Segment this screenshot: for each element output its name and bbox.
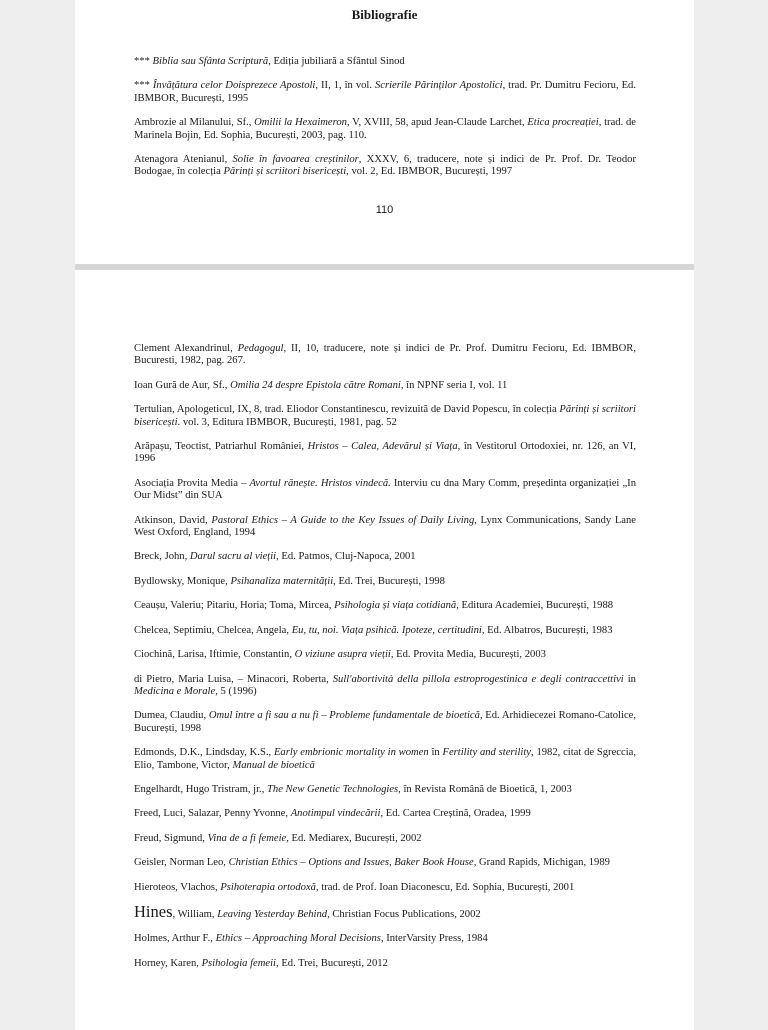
entry-text: Arăpașu, Teoctist, Patriarhul României, [134, 441, 308, 453]
entry-text: , Ed. Mediarex, București, 2002 [286, 832, 422, 844]
entry-text: , XXXV, 6, traducere, note și indici de Pr. Prof. Dr. Teodor Bodogae, în colecția [134, 154, 636, 178]
entry-text: , Ed. Albatros, București, 1983 [481, 624, 613, 636]
entry-text: , Ed. Patmos, Cluj-Napoca, 2001 [276, 551, 416, 563]
bibliography-entry [134, 710, 636, 735]
entry-title-text: Avortul rănește. Hristos vindecă. [249, 477, 391, 489]
entry-text: , Ed. Trei, București, 1998 [333, 575, 445, 587]
entry-title-text: Etica procreației [527, 117, 599, 129]
entry-text: , Christian Focus Publications, 2002 [327, 908, 481, 920]
entry-title-text: Omilii la Hexaimeron [254, 117, 347, 129]
entry-title-text: Fertility and sterility [442, 747, 532, 759]
entry-title-text: Christian Ethics – Options and Issues, Baker Book House, [228, 857, 477, 869]
entry-text: , Ed. Trei, București, 2012 [276, 957, 388, 969]
entry-text: , trad. de Prof. Ioan Diaconescu, Ed. Sophia, București, 2001 [315, 881, 575, 893]
entry-text: Ceaușu, Valeriu; Pitariu, Horia; Toma, Mircea, [134, 600, 335, 612]
bibliography-entry [134, 404, 636, 429]
entry-title-text: Ethics – Approaching Moral Decisions [215, 933, 381, 945]
entry-text: Atkinson, David, [134, 514, 212, 526]
entry-text: , trad. de Marinela Bojin, Ed. Sophia, București, 2003, pag. 110. [134, 117, 636, 141]
entry-text: Horney, Karen, [134, 957, 202, 969]
entry-text: , Editura Academiei, București, 1988 [456, 600, 614, 612]
entry-text: Tertulian, Apologeticul, IX, 8, trad. Eliodor Constantinescu, revizuită de David Popescu, în colecția [134, 404, 560, 416]
bibliography-entry [134, 600, 636, 612]
entry-text: Asociația Provita Media – [134, 477, 250, 489]
entry-text: , trad. Pr. Dumitru Fecioru, Ed. IBMBOR, București, 1995 [134, 80, 636, 104]
bibliography-entry [134, 857, 636, 869]
entry-title-text: Pastoral Ethics – A Guide to the Key Issues of Daily Living [211, 514, 475, 526]
entry-text: . vol. 3, Editura IBMBOR, București, 1981, pag. 52 [177, 416, 397, 428]
bibliography-entry [134, 117, 636, 142]
entry-text: *** [134, 56, 153, 67]
entry-title-text: Biblia sau Sfânta Scriptură [152, 56, 269, 67]
entry-title-text: Psihanaliza maternității [230, 575, 334, 587]
entry-text: , V, XVIII, 58, apud Jean-Claude Larchet, [346, 117, 528, 129]
entry-title-text: Sull'abortività della pillola estroprogestinica e degli contraccettivi [332, 673, 624, 685]
entry-title-text: Solie în favoarea creștinilor [232, 154, 359, 166]
bibliography-entry [134, 380, 636, 392]
bibliography-entry [134, 80, 636, 105]
entry-title-text: Eu, tu, noi. Viața psihică. Ipoteze, certitudini [291, 624, 482, 636]
entry-text: , Ed. Provita Media, București, 2003 [390, 649, 546, 661]
bibliography-entry [134, 808, 636, 820]
entry-text: in [623, 673, 636, 685]
entry-text: , Lynx Communications, Sandy Lane West Oxford, England, 1994 [134, 514, 636, 539]
entry-text: , în Vestitorul Ortodoxiei, nr. 126, an VI, 1996 [134, 441, 636, 465]
bibliography-entry [134, 56, 636, 68]
entry-title-text: Învățătura celor Doisprezece Apostoli [152, 80, 316, 92]
entry-text: , Ed. Cartea Creștină, Oradea, 1999 [380, 808, 531, 820]
entry-text: , William, [172, 908, 218, 920]
entry-text: Clement Alexandrinul, [134, 343, 238, 354]
entry-text: , 5 (1996) [215, 685, 257, 697]
entry-text: , 1982, citat de Sgreccia, Elio, Tambone, Victor, [134, 747, 636, 771]
entry-text: Interviu cu dna Mary Comm, președinta organizației „In Our Midst” din SUA [134, 477, 637, 502]
entry-text: , II, 1, în vol. [315, 80, 375, 92]
bibliography-entry [134, 833, 636, 845]
entry-title-text: Omilia 24 despre Epistola către Romani [230, 379, 401, 391]
entry-text: Hieroteos, Vlachos, [134, 881, 221, 893]
entry-title-text: Hristos – Calea, Adevărul și Viața [307, 441, 458, 453]
entry-text: Atenagora Atenianul, [134, 154, 233, 166]
entry-text: Hines [134, 901, 173, 921]
bibliography-entry [134, 515, 636, 540]
bibliography-entry [134, 343, 636, 368]
document-page-2 [75, 270, 694, 1030]
entry-text: , în Revista Română de Bioetică, 1, 2003 [398, 783, 572, 795]
entry-title-text: Părinți și scriitori bisericești [223, 166, 347, 178]
entry-text: Engelhardt, Hugo Tristram, jr., [134, 783, 268, 795]
entry-title-text: Leaving Yesterday Behind [217, 908, 328, 920]
document-page-1 [75, 0, 694, 264]
entry-text: Edmonds, D.K., Lindsday, K.S., [134, 747, 274, 759]
entry-text: Bydlowsky, Monique, [134, 575, 231, 587]
bibliography-entry [134, 441, 636, 466]
entry-title-text: Darul sacru al vieții [189, 551, 277, 563]
entry-text: , în NPNF seria I, vol. 11 [400, 379, 508, 391]
entry-title-text: Early embrionic mortality in women [273, 747, 429, 759]
bibliography-entry [134, 784, 636, 796]
entry-text: , vol. 2, Ed. IBMBOR, București, 1997 [346, 166, 513, 178]
entry-text: Dumea, Claudiu, [134, 710, 209, 722]
entry-text: Chelcea, Septimiu, Chelcea, Angela, [134, 624, 292, 636]
entry-text: Geisler, Norman Leo, [134, 857, 229, 869]
entry-text: , Ediția jubiliară a Sfântul Sinod [268, 56, 405, 67]
entry-text: di Pietro, Maria Luisa, – Minacori, Roberta, [134, 673, 333, 685]
entry-text: *** [134, 80, 153, 92]
entry-text: Holmes, Arthur F., [134, 933, 216, 945]
bibliography-list [134, 343, 636, 982]
entry-title-text: O viziune asupra vieții [294, 649, 391, 661]
entry-title-text: Psihoterapia ortodoxă [220, 881, 316, 893]
entry-text: , InterVarsity Press, 1984 [380, 933, 488, 945]
bibliography-entry [134, 154, 636, 179]
entry-text: Breck, John, [134, 551, 190, 563]
entry-title-text: Medicina e Morale [134, 685, 216, 697]
entry-text: Grand Rapids, Michigan, 1989 [476, 857, 610, 869]
bibliography-entry [134, 933, 636, 945]
bibliography-entry [134, 576, 636, 588]
bibliography-entry [134, 649, 636, 661]
page-number: 110 [375, 204, 394, 216]
bibliography-entry [134, 882, 636, 894]
entry-text: , II, 10, traducere, note și indici de Pr. Prof. Dumitru Fecioru, Ed. IBMBOR, Bucuresti, 1982, pag. 267. [134, 343, 636, 367]
entry-title-text: Părinți și scriitori bisericești [134, 404, 636, 428]
entry-text: în [428, 747, 443, 759]
entry-title-text: The New Genetic Technologies [267, 783, 399, 795]
entry-title-text: Psihologia femeii [201, 957, 277, 969]
bibliography-entry [134, 747, 636, 772]
bibliography-entry [134, 478, 636, 503]
entry-title-text: Vina de a fi femeie [207, 832, 287, 844]
page-title: Bibliografie [351, 7, 418, 22]
entry-title-text: Scrierile Părinților Apostolici [374, 80, 503, 92]
entry-text: Freed, Luci, Salazar, Penny Yvonne, [134, 808, 291, 820]
entry-text: Ioan Gură de Aur, Sf., [134, 379, 231, 391]
entry-text: Ciochină, Larisa, Iftimie, Constantin, [134, 649, 295, 661]
bibliography-entry [134, 551, 636, 563]
entry-title-text: Anotimpul vindecării [290, 808, 381, 820]
entry-title-text: Pedagogul [237, 343, 284, 354]
bibliography-entry [134, 958, 636, 970]
entry-title-text: Psihologia și viața cotidiană [334, 600, 457, 612]
bibliography-entry [134, 901, 636, 921]
bibliography-entry [134, 625, 636, 637]
entry-text: Freud, Sigmund, [134, 832, 208, 844]
entry-title-text: Omul între a fi sau a nu fi – Probleme fundamentale de bioetică [208, 710, 480, 722]
entry-text: , Ed. Arhidiecezei Romano-Catolice, București, 1998 [134, 710, 636, 734]
bibliography-entry [134, 674, 636, 699]
entry-text: Ambrozie al Milanului, Sf., [134, 117, 255, 129]
entry-title-text: Manual de bioetică [232, 759, 315, 771]
bibliography-list [134, 56, 636, 191]
